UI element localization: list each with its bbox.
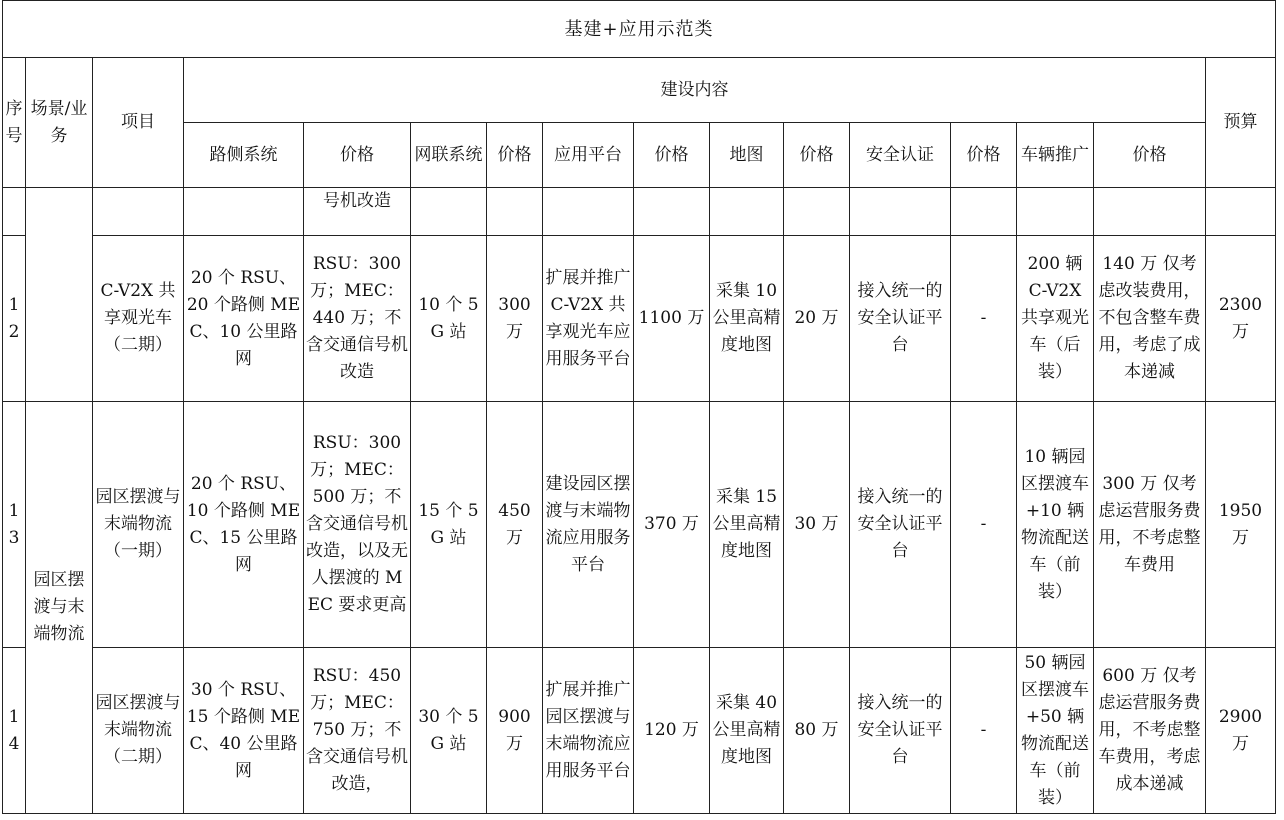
cell-project: 园区摆渡与末端物流（二期） xyxy=(93,648,184,814)
cell-roadside: 30 个 RSU、15 个路侧 MEC、40 公里路网 xyxy=(184,648,304,814)
cell-map: 采集 40 公里高精度地图 xyxy=(710,648,784,814)
header-vehicle: 车辆推广 xyxy=(1017,123,1094,188)
cell-network: 10 个 5G 站 xyxy=(411,236,487,402)
header-content: 建设内容 xyxy=(184,58,1206,123)
cell-vehicle-price: 140 万 仅考虑改装费用，不包含整车费用，考虑了成本递减 xyxy=(1094,236,1206,402)
cell-project xyxy=(93,188,184,236)
cell-roadside-price: RSU：450 万；MEC：750 万；不含交通信号机改造， xyxy=(304,648,411,814)
cell-vehicle: 50 辆园区摆渡车+50 辆物流配送车（前装） xyxy=(1017,648,1094,814)
cell-roadside: 20 个 RSU、20 个路侧 MEC、10 公里路网 xyxy=(184,236,304,402)
table-row-partial xyxy=(3,188,1276,236)
cell-network: 15 个 5G 站 xyxy=(411,402,487,648)
cell-map-price: 30 万 xyxy=(784,402,850,648)
cell-security xyxy=(850,188,951,236)
cell-scenario: 园区摆渡与末端物流 xyxy=(26,402,93,814)
cell-network-price: 300 万 xyxy=(487,236,543,402)
cell-budget: 1950 万 xyxy=(1206,402,1276,648)
cell-map xyxy=(710,188,784,236)
cell-security: 接入统一的安全认证平台 xyxy=(850,648,951,814)
cell-security: 接入统一的安全认证平台 xyxy=(850,236,951,402)
cell-roadside-price: 号机改造 xyxy=(304,188,411,236)
table-row xyxy=(3,236,1276,402)
cell-map-price: 80 万 xyxy=(784,648,850,814)
table-title: 基建+应用示范类 xyxy=(3,1,1276,58)
cell-seq: 12 xyxy=(3,236,26,402)
header-vehicle-price: 价格 xyxy=(1094,123,1206,188)
header-roadside-price: 价格 xyxy=(304,123,411,188)
budget-table xyxy=(2,0,1276,814)
cell-vehicle xyxy=(1017,188,1094,236)
cell-budget: 2300 万 xyxy=(1206,236,1276,402)
header-network-price: 价格 xyxy=(487,123,543,188)
cell-seq: 14 xyxy=(3,648,26,814)
cell-security: 接入统一的安全认证平台 xyxy=(850,402,951,648)
cell-map-price: 20 万 xyxy=(784,236,850,402)
cell-project: 园区摆渡与末端物流（一期） xyxy=(93,402,184,648)
cell-platform-price: 120 万 xyxy=(634,648,710,814)
cell-network xyxy=(411,188,487,236)
header-security-price: 价格 xyxy=(951,123,1017,188)
cell-seq xyxy=(3,188,26,236)
cell-network: 30 个 5G 站 xyxy=(411,648,487,814)
cell-security-price: - xyxy=(951,402,1017,648)
table-row xyxy=(3,402,1276,648)
cell-platform: 扩展并推广 C-V2X 共享观光车应用服务平台 xyxy=(543,236,634,402)
header-platform-price: 价格 xyxy=(634,123,710,188)
cell-vehicle-price: 600 万 仅考虑运营服务费用，不考虑整车费用，考虑成本递减 xyxy=(1094,648,1206,814)
cell-security-price xyxy=(951,188,1017,236)
cell-roadside-price: RSU：300 万；MEC：440 万；不含交通信号机改造 xyxy=(304,236,411,402)
cell-network-price: 450 万 xyxy=(487,402,543,648)
header-roadside: 路侧系统 xyxy=(184,123,304,188)
cell-network-price xyxy=(487,188,543,236)
header-map: 地图 xyxy=(710,123,784,188)
cell-map: 采集 15 公里高精度地图 xyxy=(710,402,784,648)
header-security: 安全认证 xyxy=(850,123,951,188)
cell-security-price: - xyxy=(951,236,1017,402)
cell-platform xyxy=(543,188,634,236)
cell-platform: 建设园区摆渡与末端物流应用服务平台 xyxy=(543,402,634,648)
cell-platform: 扩展并推广园区摆渡与末端物流应用服务平台 xyxy=(543,648,634,814)
header-seq: 序号 xyxy=(3,58,26,188)
cell-budget: 2900 万 xyxy=(1206,648,1276,814)
header-network: 网联系统 xyxy=(411,123,487,188)
header-scenario: 场景/业务 xyxy=(26,58,93,188)
cell-map: 采集 10 公里高精度地图 xyxy=(710,236,784,402)
cell-roadside: 20 个 RSU、10 个路侧 MEC、15 公里路网 xyxy=(184,402,304,648)
cell-security-price: - xyxy=(951,648,1017,814)
cell-scenario-upper xyxy=(26,188,93,402)
header-platform: 应用平台 xyxy=(543,123,634,188)
cell-network-price: 900 万 xyxy=(487,648,543,814)
cell-platform-price: 370 万 xyxy=(634,402,710,648)
cell-seq: 13 xyxy=(3,402,26,648)
header-project: 项目 xyxy=(93,58,184,188)
cell-vehicle-price xyxy=(1094,188,1206,236)
cell-platform-price xyxy=(634,188,710,236)
cell-roadside-price: RSU：300 万；MEC：500 万；不含交通信号机改造，以及无人摆渡的 MEC 要求更高 xyxy=(304,402,411,648)
cell-vehicle: 200 辆 C-V2X 共享观光车（后装） xyxy=(1017,236,1094,402)
header-map-price: 价格 xyxy=(784,123,850,188)
cell-vehicle: 10 辆园区摆渡车+10 辆物流配送车（前装） xyxy=(1017,402,1094,648)
cell-project: C-V2X 共享观光车（二期） xyxy=(93,236,184,402)
cell-map-price xyxy=(784,188,850,236)
cell-vehicle-price: 300 万 仅考虑运营服务费用，不考虑整车费用 xyxy=(1094,402,1206,648)
cell-roadside xyxy=(184,188,304,236)
cell-budget xyxy=(1206,188,1276,236)
table-row xyxy=(3,648,1276,814)
header-budget: 预算 xyxy=(1206,58,1276,188)
cell-platform-price: 1100 万 xyxy=(634,236,710,402)
